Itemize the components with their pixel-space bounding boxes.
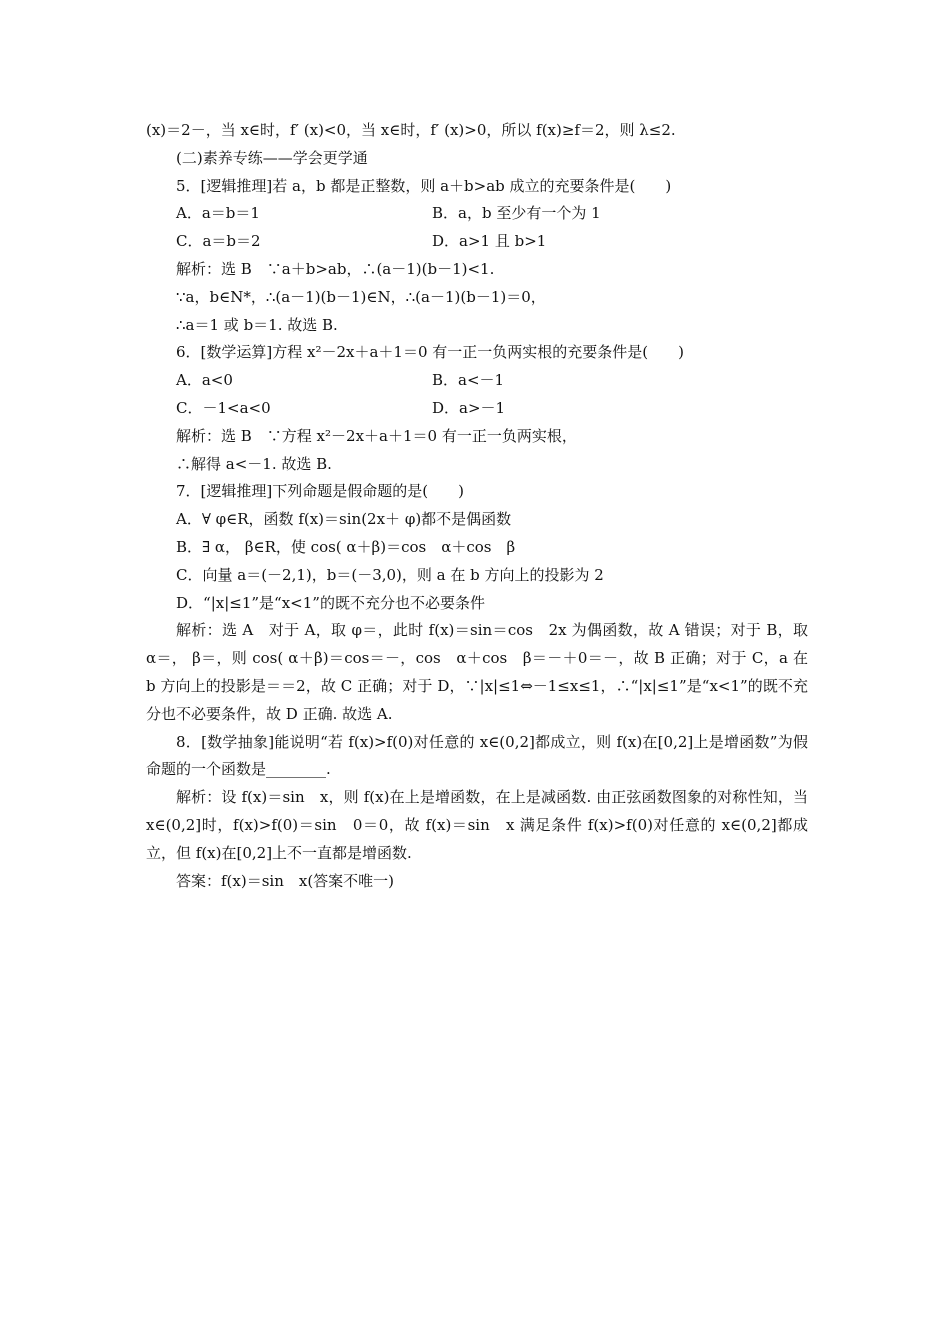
- q5-solution-line-3: ∴a＝1 或 b＝1. 故选 B.: [176, 315, 338, 334]
- q6-option-b: B．a<－1: [432, 371, 505, 390]
- q7-solution: 解析：选 A 对于 A，取 φ＝，此时 f(x)＝sin＝cos 2x 为偶函数，故 A 错误；对于 B，取 α＝， β＝，则 cos( α＋β)＝cos＝－，cos α＋cos β＝－＋0＝－，故 B 正确；对于 C，a 在 b 方向上的投影是＝＝2，故 C 正确；对于 D，∵|x|≤1⇔－1≤x≤1，∴“|x|≤1”是“x<1”的既不充分也不必要条件，故 D 正确. 故选 A.: [146, 621, 808, 723]
- question-7: 7．[逻辑推理]下列命题是假命题的是( ): [176, 482, 464, 501]
- q5-solution-line-1: 解析：选 B ∵a＋b>ab，∴(a－1)(b－1)<1.: [176, 259, 495, 278]
- q5-solution-line-2: ∵a，b∈N*，∴(a－1)(b－1)∈N，∴(a－1)(b－1)＝0，: [176, 287, 546, 306]
- q6-solution-line-2: ∴解得 a<－1. 故选 B.: [176, 454, 332, 473]
- continuation-line: (x)＝2－，当 x∈时，f′ (x)<0，当 x∈时，f′ (x)>0，所以 f(x)≥f＝2，则 λ≤2.: [146, 121, 676, 139]
- q5-option-d: D．a>1 且 b>1: [432, 232, 547, 251]
- q8-solution: 解析：设 f(x)＝sin x，则 f(x)在上是增函数，在上是减函数. 由正弦函数图象的对称性知，当 x∈(0,2]时，f(x)>f(0)＝sin 0＝0，故 f(x)＝sin x 满足条件 f(x)>f(0)对任意的 x∈(0,2]都成立，但 f(x)在[0,2]上不一直都是增函数.: [146, 788, 808, 862]
- q6-solution-line-1: 解析：选 B ∵方程 x²－2x＋a＋1＝0 有一正一负两实根，: [176, 426, 577, 445]
- document-body: [146, 117, 808, 895]
- q7-option-d: D．“|x|≤1”是“x<1”的既不充分也不必要条件: [176, 593, 485, 612]
- question-8: 8．[数学抽象]能说明“若 f(x)>f(0)对任意的 x∈(0,2]都成立，则 f(x)在[0,2]上是增函数”为假命题的一个函数是________.: [146, 732, 808, 779]
- q5-options-row-1: [146, 200, 808, 228]
- q5-options-row-2: [146, 228, 808, 256]
- q5-option-a: A．a＝b＝1: [176, 204, 260, 223]
- q6-options-row-1: [146, 367, 808, 395]
- q8-answer: 答案：f(x)＝sin x(答案不唯一): [176, 871, 395, 890]
- q7-option-c: C．向量 a＝(－2,1)，b＝(－3,0)，则 a 在 b 方向上的投影为 2: [176, 565, 604, 584]
- question-5: 5．[逻辑推理]若 a，b 都是正整数，则 a＋b>ab 成立的充要条件是( ): [176, 176, 672, 195]
- q6-option-d: D．a>－1: [432, 398, 506, 417]
- q6-options-row-2: [146, 395, 808, 423]
- question-6: 6．[数学运算]方程 x²－2x＋a＋1＝0 有一正一负两实根的充要条件是( ): [176, 343, 684, 362]
- q5-option-c: C．a＝b＝2: [176, 232, 261, 251]
- q7-option-b: B．∃ α， β∈R，使 cos( α＋β)＝cos α＋cos β: [176, 537, 516, 556]
- q6-option-a: A．a<0: [176, 371, 233, 390]
- section-heading: (二)素养专练——学会更学通: [176, 148, 368, 167]
- q6-option-c: C．－1<a<0: [176, 398, 271, 417]
- q7-option-a: A．∀ φ∈R，函数 f(x)＝sin(2x＋ φ)都不是偶函数: [176, 510, 512, 529]
- q5-option-b: B．a，b 至少有一个为 1: [432, 204, 601, 223]
